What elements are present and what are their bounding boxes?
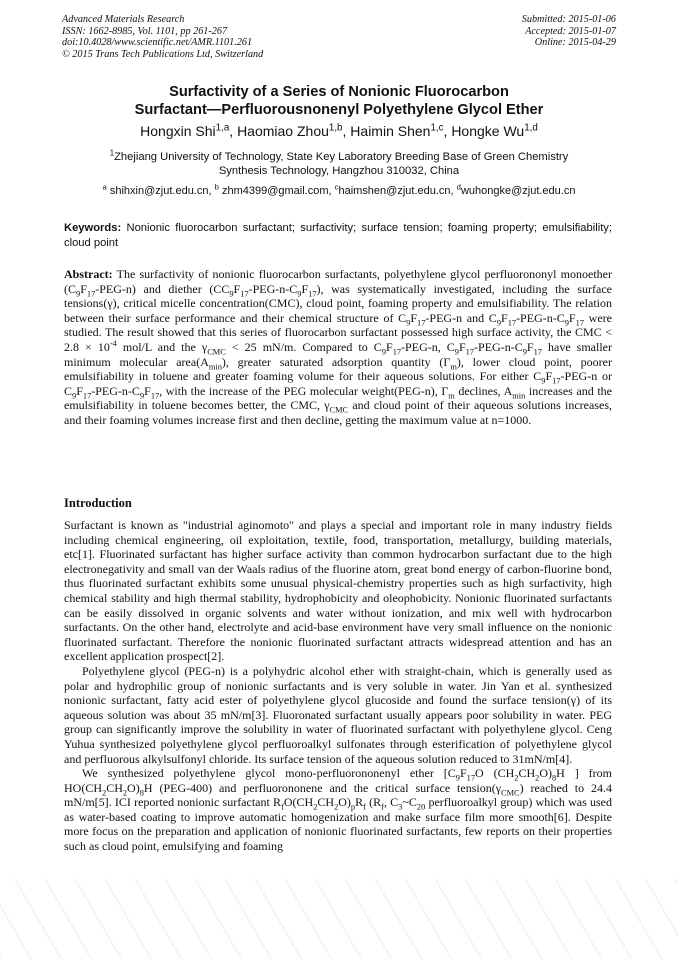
sub: CMC [329, 405, 349, 415]
author-name: Hongxin Shi [140, 123, 216, 139]
abstract-text: have smaller minimum molecular area(A [64, 339, 613, 369]
sub: min [512, 391, 526, 401]
sub: m [448, 391, 455, 401]
dates-info [522, 14, 616, 49]
sub: 9 [76, 288, 81, 298]
keywords [64, 221, 612, 250]
abstract-text: ), was systematically investigated, including the surface tensions(γ), critical micelle concentration(CMC), cloud point, foaming property and emulsifiability. The relation between their surface performance and their chemical structure of C [64, 281, 612, 325]
email-link[interactable]: haimshen@zjut.edu.cn [338, 185, 451, 197]
author-sup: 1,b [328, 122, 343, 134]
sub: 17 [240, 288, 249, 298]
sub: m [450, 361, 457, 371]
abstract-text: -PEG-n-C [474, 339, 523, 354]
sub: 9 [455, 773, 460, 783]
sub: 9 [229, 288, 234, 298]
online-date: Online: 2015-04-29 [534, 37, 616, 49]
author-sup: 1,d [524, 122, 538, 134]
author-sup: 1,a [215, 122, 230, 134]
abstract-text: < 25 mN/m. Compared to C [225, 339, 382, 354]
sub: 17 [552, 376, 561, 386]
email-sup: c [334, 182, 339, 192]
author-list: Hongxin Shi$^{1,a}$, Haomiao Zhou$^{1,b}$, Haimin Shen$^{1,c}$, Hongke Wu$^{1,d}$ [140, 122, 538, 139]
paragraph-text: perfluoroalkyl group) which was used as water-based coating to improve automatic homogenization and make surface film more smooth[6]. Despite more focus on the preparation and application of nonionic fluorinated surfactants, few reports on their properties such as cloud point, emulsifying and foaming [64, 795, 612, 854]
journal-name: Advanced Materials Research [62, 14, 185, 25]
sub: 2 [122, 788, 128, 798]
abstract-text: increases and the emulsifiability in toluene becomes better, the CMC, γ [64, 383, 612, 413]
sub: 17 [150, 391, 160, 401]
sub: CMC [501, 788, 520, 798]
affiliation-line-1: Zhejiang University of Technology, State Key Laboratory Breeding Base of Green Chemistry [114, 151, 569, 163]
sub: 17 [392, 347, 402, 357]
email-link[interactable]: shihxin@zjut.edu.cn [109, 185, 209, 197]
paper-title [40, 84, 638, 119]
sub: 9 [522, 347, 527, 357]
paragraph-text: CH [518, 766, 536, 781]
sub: 9 [72, 391, 77, 401]
paragraph: Polyethylene glycol (PEG-n) is a polyhydric alcohol ether with straight-chain, which is generally used as polar and hydrophilic group of nonionic surfactants and is very soluble in water. Jin Yan et al. synthesized nonionic surfactant, fatty acid ester of polyethylene glycol glucoside and found the surface tension(γ) of its aqueous solution was about 35 mN/m[3]. Fluoronated surfactant usually appears poor solubility in water. PEG group can significantly improve the solubility in water of fluorinated surfactant with polyethylene glycol. Ceng Yuhua synthesized polyethylene glycol perfluoroalkyl sulfonates through esterification of polyethylene glycol and perfluorous alkylsulfonyl chloride. Its surface tension of the aqueous solution reduced to 31mN/m[4]. [64, 663, 612, 766]
introduction-body [64, 518, 612, 854]
submitted-date: Submitted: 2015-01-06 [521, 14, 616, 25]
sub: 9 [496, 318, 501, 328]
keywords-text: Nonionic fluorocarbon surfactant; surfactivity; surface tension; foaming property; emulsifiability; cloud point [64, 222, 613, 249]
keywords-label: Keywords: [64, 222, 122, 234]
email-sup: d [456, 182, 461, 192]
accepted-date: Accepted: 2015-01-07 [525, 25, 616, 37]
sub: 17 [417, 318, 426, 328]
author-name: Haomiao Zhou [237, 123, 329, 139]
abstract-text: -PEG-n or C [64, 369, 612, 398]
sub: 2 [313, 802, 318, 812]
email-sup: a [102, 182, 107, 192]
sup: -4 [109, 338, 117, 348]
sub: 17 [533, 347, 542, 357]
sub: 17 [308, 288, 317, 298]
author-name: Haimin Shen [350, 123, 431, 139]
affiliation-line-2: Synthesis Technology, Hangzhou 310032, China [218, 165, 460, 177]
abstract: Abstract: The surfactivity of nonionic fluorocarbon surfactants, polyethylene glycol perfluorononyl monoether $(C_9F_{17}-PEG-n)$ and diether $(CC_9F_{17}-PEG-n-C_9F_{17})$, was systematically investigated, including the surface tensions(γ), critical micelle concentration(CMC), cloud point, foaming property and emulsifiability. The relation between their surface performance and their chemical structure of $C_9F_{17}-PEG-n$ and $C_9F_{17}-PEG-n-C_9F_{17}$ were studied. The result showed that this series of fluorocarbon surfactant possessed high surface activity, the CMC < $2.8 \times 10^{-4}$ mol/L and the $\gamma_{CMC} < 25$ mN/m. Compared to $C_9F_{17}-PEG-n$, $C_9F_{17}-PEG-n-C_9F_{17}$ have smaller minimum molecular $area(A_{min})$, greater saturated adsorption quantity $(\Gamma_m)$, lower cloud point, poorer emulsifiability in toluene and greater foaming volume for their aqueous solutions. For either $C_9F_{17}-PEG-n$ or $C_9F_{17}-PEG-n-C_9F_{17}$, with the increase of the PEG molecular weight(PEG-n), $\Gamma_m$ declines, $A_{min}$ increases and the emulsifiability in toluene becomes better, the CMC, $\gamma_{CMC}$ and cloud point of their aqueous solutions increases, and their foaming volumes increase first and then decline, getting the maximum value at n=1000. [64, 267, 613, 427]
email-list: $^a$ shihxin@zjut.edu.cn, $^b$ zhm4399@gmail.com, $^c$haimshen@zjut.edu.cn, $^d$wuhongke@zjut.edu.cn [102, 182, 576, 197]
sub: f [381, 802, 384, 812]
author-name: Hongke Wu [451, 123, 525, 139]
sub: 17 [466, 773, 476, 783]
sub: 2 [514, 773, 519, 783]
sub: min [208, 361, 222, 371]
paragraph-text: ) reached to 24.4 mN/m[5]. ICI reported nonionic surfactant R [64, 780, 612, 810]
paragraph-text: O(CH [283, 795, 314, 810]
abstract-text: -PEG-n-C [91, 383, 140, 398]
sub: 9 [454, 347, 459, 357]
paragraph-text: We synthesized polyethylene glycol mono-perfluorononenyl ether [C [82, 766, 456, 781]
paragraph: Surfactant is known as "industrial aginomoto" and plays a special and important role in many industry fields including chemical engineering, oil exploitation, textile, food, transportation, metallurgy, building materials, etc[1]. Fluorinated surfactant has higher surface activity than common hydrocarbon surfactant due to the high electronegativity and small van der Waals radius of the fluorine atom, great bond energy of carbon-fluorine bond, thus fluorinated surfactant exhibits some unusual physical-chemistry properties such as high surfactivity, high chemical stability and high thermal stability, hydrophobicity and oleophobicity. Nonionic fluorinated surfactants can be easily dissolved in organic solvents and water without ionization, and mix well with hydrocarbon surfactants. On the other hand, electrolyte and acid-base environment have very small influence on the nonionic fluorinated surfactant. Therefore the nonionic fluorinated surfactant attracts widespread attention and has an excellent application prospect[2]. [64, 518, 612, 664]
sub: 2 [102, 788, 107, 798]
sub: 17 [465, 347, 475, 357]
email-link[interactable]: zhm4399@gmail.com [221, 185, 329, 197]
abstract-text: -PEG-n and C [425, 310, 497, 325]
abstract-text: -PEG-n, C [401, 339, 455, 354]
abstract-text: mol/L and the γ [116, 339, 208, 354]
sub: f [281, 802, 284, 812]
email-sup: b [214, 182, 219, 192]
abstract-text: and cloud point of their aqueous solutions increases, and their foaming volumes increase first and then decline, getting the maximum value at n=1000. [64, 398, 612, 427]
section-heading-introduction: Introduction [64, 496, 132, 510]
sub: 2 [334, 802, 339, 812]
sub: 9 [564, 318, 569, 328]
abstract-text: ), greater saturated adsorption quantity (Γ [221, 354, 451, 369]
abstract-text: The surfactivity of nonionic fluorocarbon surfactants, polyethylene glycol perfluorononyl monoether (C [64, 267, 612, 296]
paragraph-text: (R [365, 795, 382, 810]
sub: 17 [86, 288, 96, 298]
email-link[interactable]: wuhongke@zjut.edu.cn [460, 185, 576, 197]
paragraph-text: O) [338, 795, 351, 810]
sub: 8 [551, 773, 557, 783]
abstract-text: -PEG-n) and diether (C [95, 281, 222, 296]
paragraph-text: H (PEG-400) and perfluorononene and the critical surface tension(γ [143, 780, 502, 795]
author-sup: 1,c [430, 122, 444, 134]
sub: 9 [406, 318, 411, 328]
paragraph: We synthesized polyethylene glycol mono-perfluorononenyl ether [$C_9F_{17}O$ $(CH_2CH_2O)_8H$ ] from $HO(CH_2CH_2O)_8H$ (PEG-400) and perfluorononene and the critical surface $tension(\gamma_{CMC})$ reached to 24.4 mN/m[5]. ICI reported nonionic surfactant $R_fO(CH_2CH_2O)_pR_f$ ($R_f$, $C_3\sim C_{20}$ perfluoroalkyl group) which was used as water-based coating to improve automatic homogenization and make surface film more smooth[6]. Despite more focus on the preparation and application of nonionic fluorinated surfactants, few reports on their properties such as cloud point, emulsifying and foaming [64, 766, 612, 854]
sub: 9 [139, 391, 145, 401]
sub: CMC [207, 347, 226, 357]
sub: 17 [575, 318, 584, 328]
paragraph-text: ~C [402, 795, 417, 810]
sub: 17 [82, 391, 92, 401]
abstract-text: -PEG-n-C [516, 310, 565, 325]
sub: 3 [398, 802, 403, 812]
sub: 20 [416, 802, 426, 812]
paragraph-text: CH [106, 780, 123, 795]
journal-issn: ISSN: 1662-8985, Vol. 1101, pp 261-267 [62, 25, 228, 37]
paragraph-text: O (CH [475, 766, 515, 781]
sub: 17 [507, 318, 517, 328]
abstract-text: were studied. The result showed that this series of fluorocarbon surfactant possessed high surface activity, the CMC < 2.8 × 10 [64, 310, 612, 354]
affiliation [40, 150, 638, 178]
paragraph-text: CH [317, 795, 335, 810]
sub: 9 [381, 347, 386, 357]
paragraph-text: H ] from HO(CH [64, 766, 612, 795]
paragraph-text: R [355, 795, 364, 810]
watermark-pattern [0, 879, 678, 959]
title-line-1: Surfactivity of a Series of Nonionic Fluorocarbon [169, 84, 509, 100]
paragraph-text: O) [539, 766, 552, 781]
sub: 2 [535, 773, 540, 783]
journal-doi[interactable]: doi:10.4028/www.scientific.net/AMR.1101.261 [62, 37, 253, 49]
paragraph-text: , C [383, 795, 399, 810]
sub: f [363, 802, 366, 812]
sub: p [350, 802, 356, 812]
title-line-2: Surfactant—Perfluorousnonenyl Polyethylene Glycol Ether [134, 101, 544, 118]
affiliation-sup: 1 [109, 148, 115, 158]
abstract-text: -PEG-n-C [248, 281, 298, 296]
abstract-text: declines, A [454, 383, 513, 398]
sub: 9 [541, 376, 546, 386]
sub: 9 [297, 288, 302, 298]
abstract-label: Abstract: [64, 267, 113, 281]
sub: 8 [139, 788, 144, 798]
paragraph-text: O) [127, 780, 140, 795]
journal-copyright: © 2015 Trans Tech Publications Ltd, Switzerland [62, 48, 264, 60]
journal-info [62, 14, 263, 60]
abstract-text: , with the increase of the PEG molecular weight(PEG-n), Γ [159, 383, 449, 398]
abstract-text: ), lower cloud point, poorer emulsifiability in toluene and greater foaming volume for their aqueous solutions. For either C [64, 354, 612, 384]
